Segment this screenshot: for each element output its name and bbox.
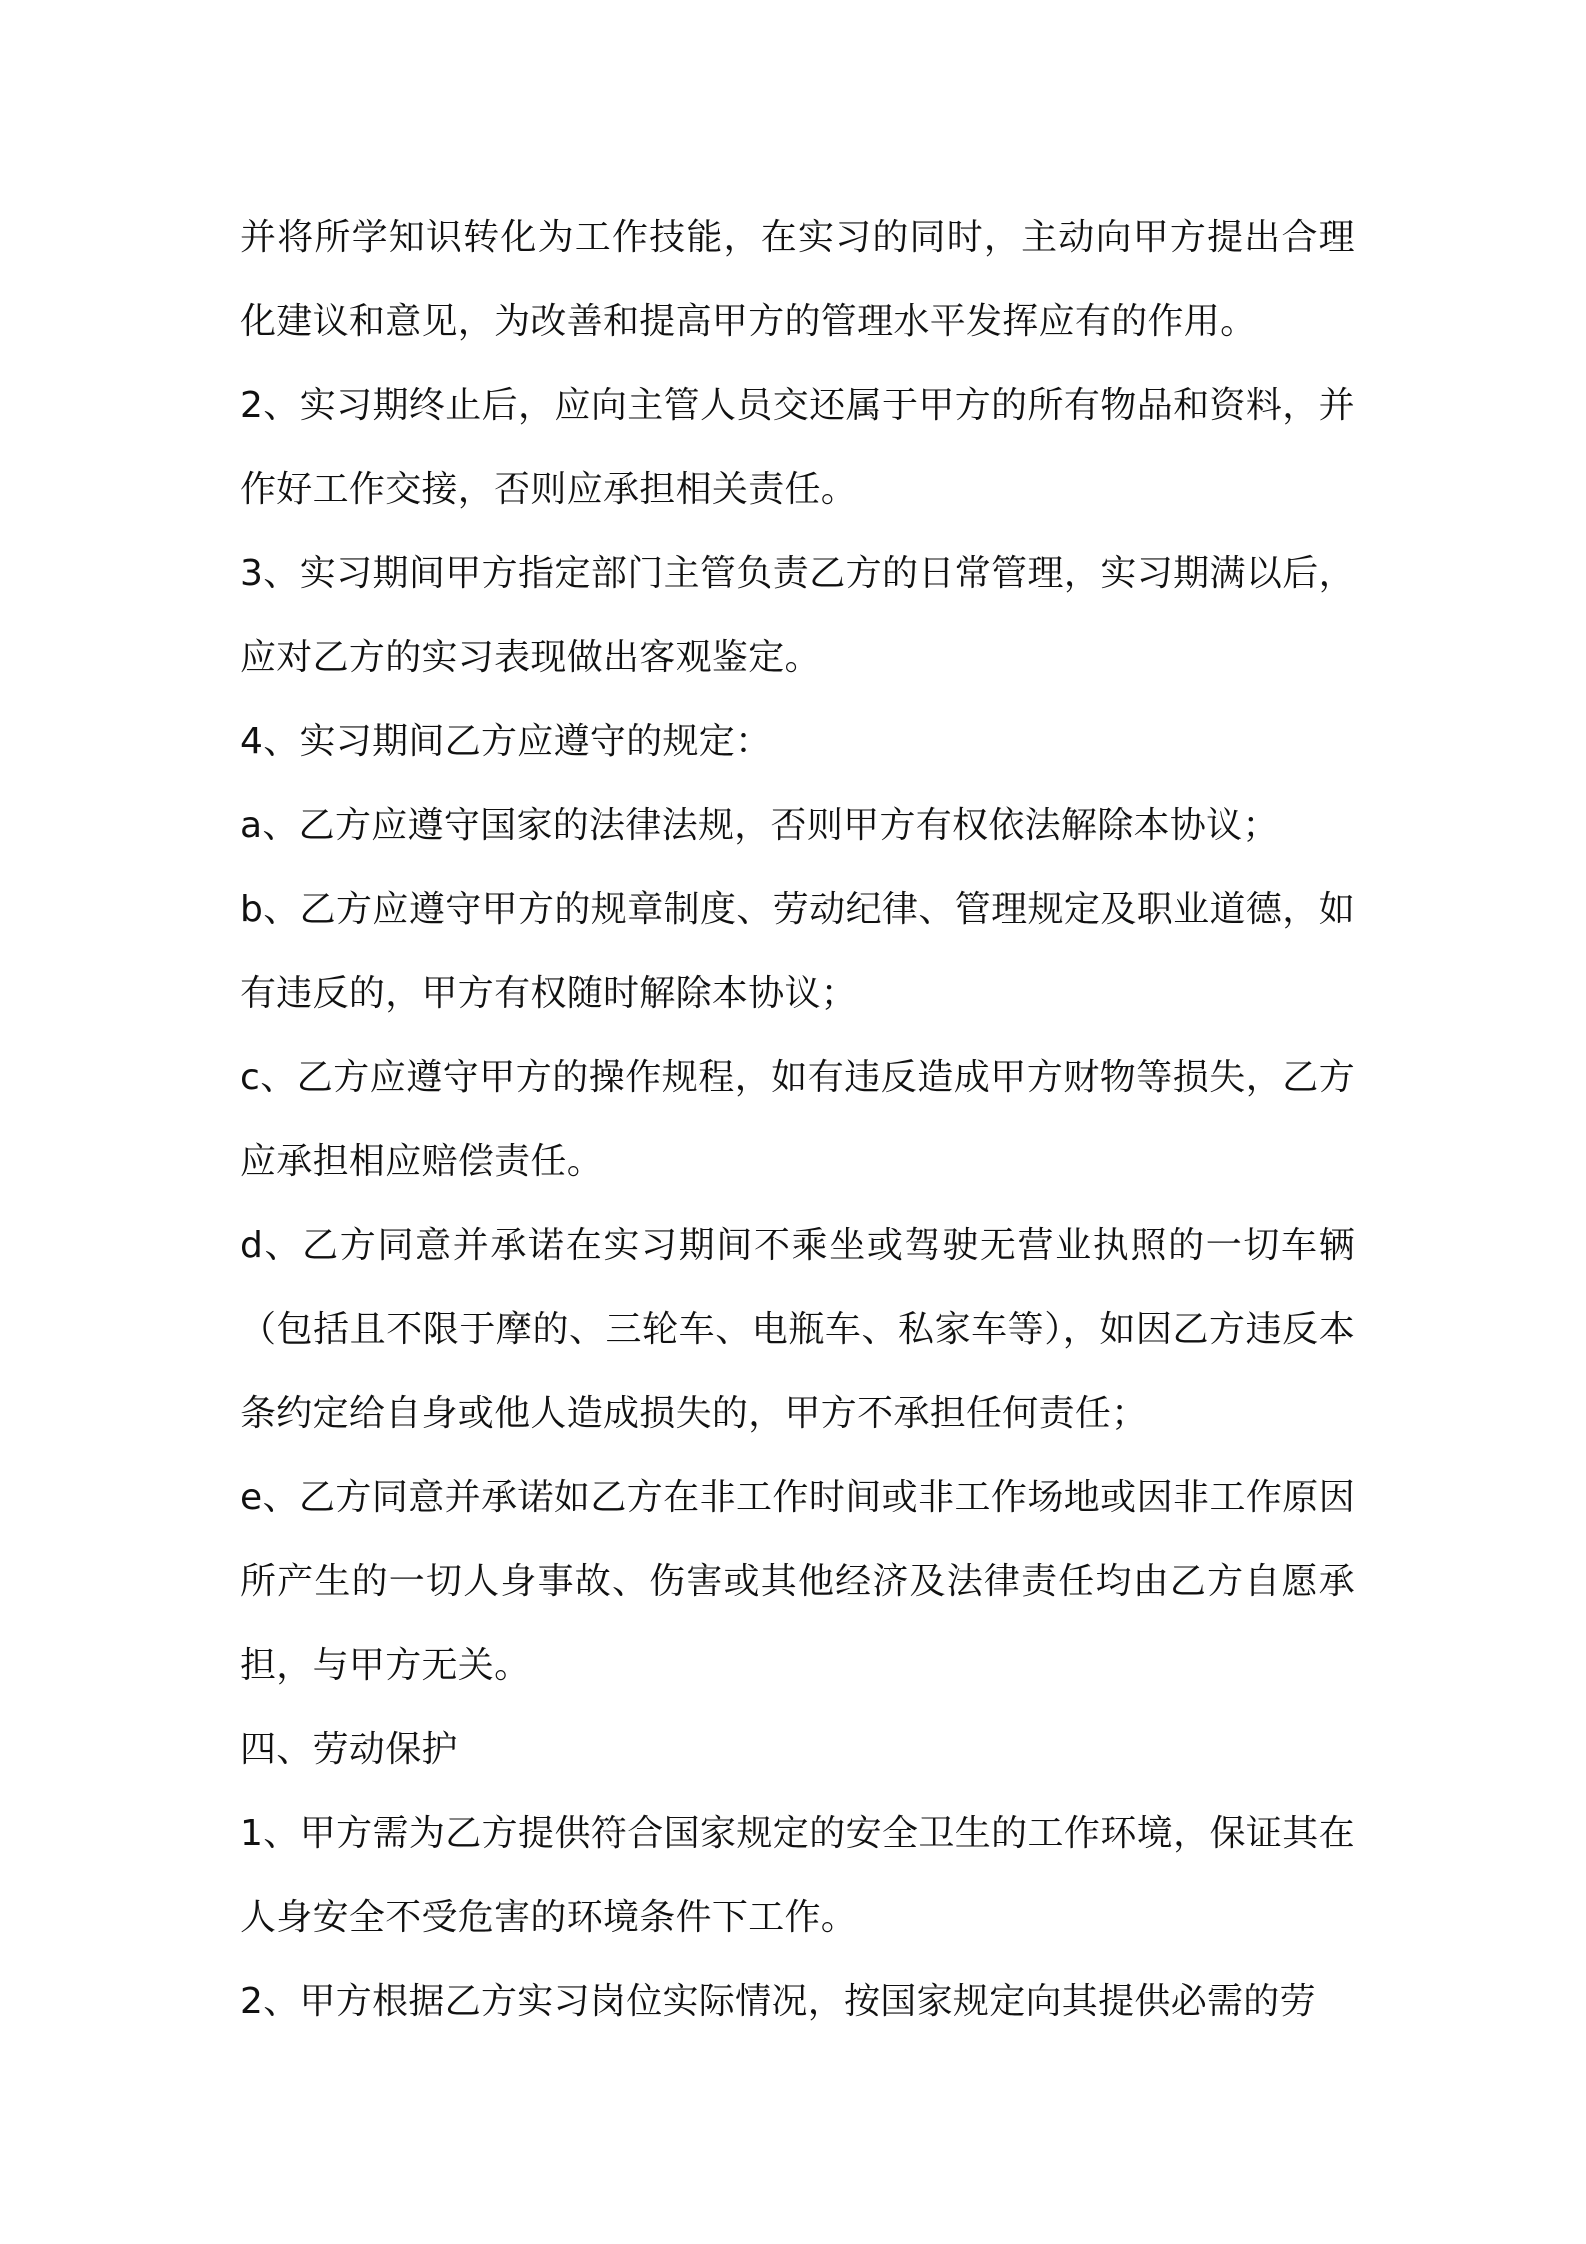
paragraph-protection-item-2: 2、甲方根据乙方实习岗位实际情况，按国家规定向其提供必需的劳: [240, 1981, 1316, 2022]
section-heading-labor-protection: 四、劳动保护: [240, 1729, 458, 1770]
paragraph-rule-e: e、乙方同意并承诺如乙方在非工作时间或非工作场地或因非工作原因所产生的一切人身事故、伤害或其他经济及法律责任均由乙方自愿承担，与甲方无关。: [240, 1477, 1355, 1686]
paragraph-rule-d: d、乙方同意并承诺在实习期间不乘坐或驾驶无营业执照的一切车辆（包括且不限于摩的、三轮车、电瓶车、私家车等），如因乙方违反本条约定给自身或他人造成损失的，甲方不承担任何责任；: [240, 1225, 1355, 1434]
paragraph-item-4-rules: 4、实习期间乙方应遵守的规定：: [240, 721, 772, 762]
paragraph-practice-suggestions: 并将所学知识转化为工作技能，在实习的同时，主动向甲方提出合理化建议和意见，为改善和提高甲方的管理水平发挥应有的作用。: [240, 217, 1355, 342]
paragraph-item-2-return-items: 2、实习期终止后，应向主管人员交还属于甲方的所有物品和资料，并作好工作交接，否则应承担相关责任。: [240, 385, 1355, 510]
paragraph-item-3-management: 3、实习期间甲方指定部门主管负责乙方的日常管理，实习期满以后，应对乙方的实习表现做出客观鉴定。: [240, 553, 1355, 678]
document-body: [240, 196, 1355, 2044]
paragraph-protection-item-1: 1、甲方需为乙方提供符合国家规定的安全卫生的工作环境，保证其在人身安全不受危害的环境条件下工作。: [240, 1813, 1355, 1938]
paragraph-rule-b: b、乙方应遵守甲方的规章制度、劳动纪律、管理规定及职业道德，如有违反的，甲方有权随时解除本协议；: [240, 889, 1355, 1014]
paragraph-rule-a: a、乙方应遵守国家的法律法规，否则甲方有权依法解除本协议；: [240, 805, 1279, 846]
paragraph-rule-c: c、乙方应遵守甲方的操作规程，如有违反造成甲方财物等损失，乙方应承担相应赔偿责任。: [240, 1057, 1355, 1182]
